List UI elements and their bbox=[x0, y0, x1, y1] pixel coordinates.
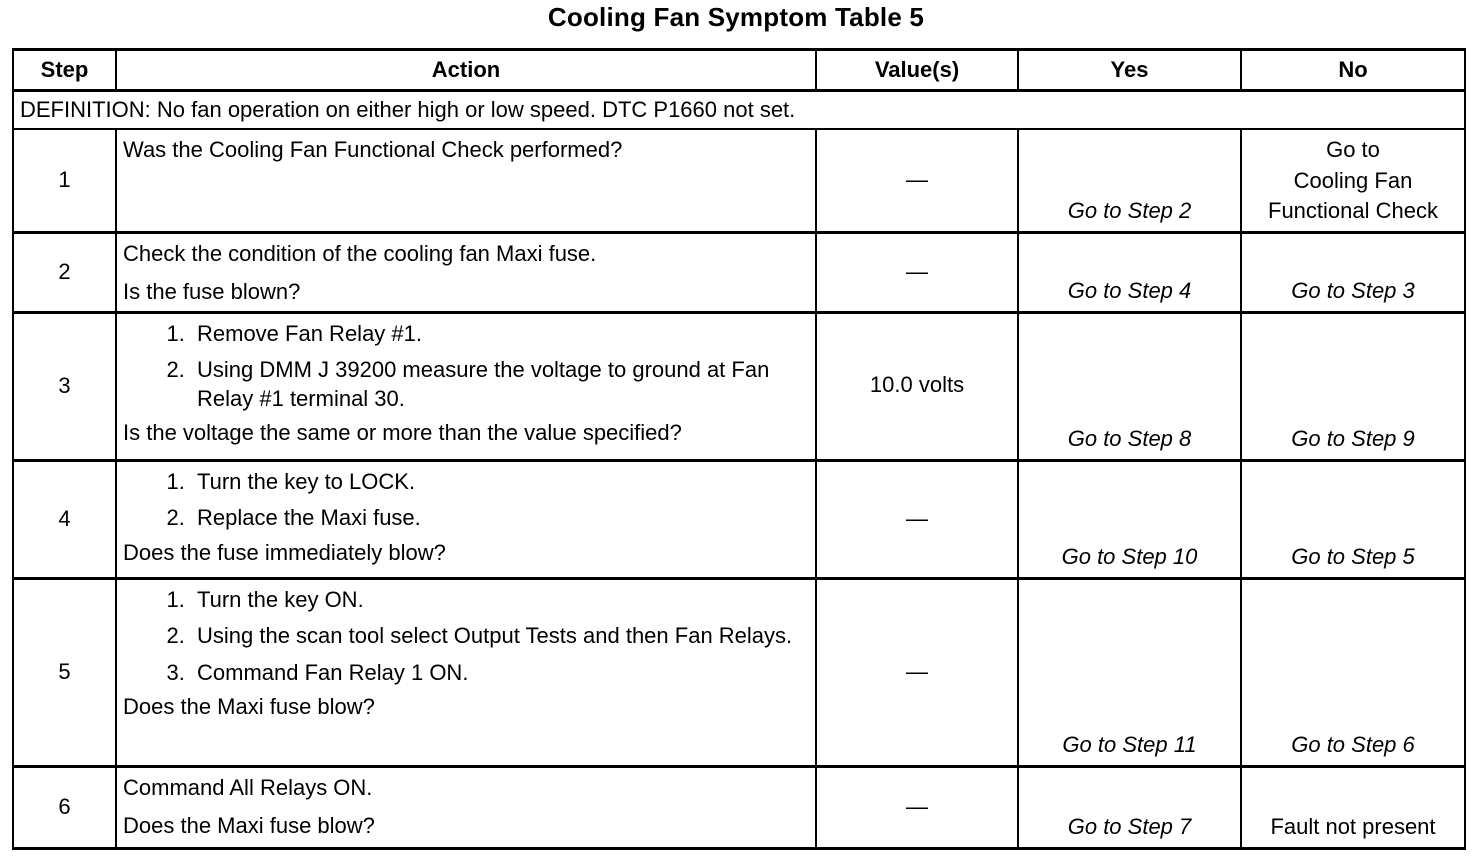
action-question: Does the Maxi fuse blow? bbox=[123, 694, 375, 720]
value-text: 10.0 volts bbox=[869, 371, 965, 397]
value-text: — bbox=[906, 506, 928, 532]
value-text: — bbox=[906, 259, 928, 285]
substep-list bbox=[123, 586, 811, 688]
header-yes: Yes bbox=[1018, 50, 1241, 91]
action-instruction: Check the condition of the cooling fan Maxi fuse. bbox=[123, 240, 597, 266]
no-cell: Go to Step 3 bbox=[1241, 232, 1465, 312]
no-text-line: Functional Check bbox=[1268, 198, 1438, 224]
header-values: Value(s) bbox=[816, 50, 1018, 91]
table-row-step-4 bbox=[13, 460, 1465, 578]
no-text-line: Go to bbox=[1326, 137, 1380, 163]
action-cell bbox=[116, 129, 816, 232]
value-text: — bbox=[906, 659, 928, 685]
substep-list bbox=[123, 468, 811, 533]
yes-cell: Go to Step 2 bbox=[1018, 129, 1241, 232]
substep-item: 1. Turn the key ON. bbox=[191, 586, 811, 615]
header-no: No bbox=[1241, 50, 1465, 91]
table-row-step-3 bbox=[13, 312, 1465, 460]
value-cell bbox=[816, 766, 1018, 848]
yes-cell: Go to Step 4 bbox=[1018, 232, 1241, 312]
table-row-step-1 bbox=[13, 129, 1465, 232]
definition-row bbox=[13, 91, 1465, 130]
yes-cell: Go to Step 11 bbox=[1018, 578, 1241, 766]
action-question: Was the Cooling Fan Functional Check performed? bbox=[123, 137, 623, 162]
value-cell bbox=[816, 129, 1018, 232]
table-row-step-2 bbox=[13, 232, 1465, 312]
header-step: Step bbox=[13, 50, 116, 91]
definition-text: DEFINITION: No fan operation on either high or low speed. DTC P1660 not set. bbox=[13, 91, 1465, 130]
table-row-step-6 bbox=[13, 766, 1465, 848]
page-title: Cooling Fan Symptom Table 5 bbox=[547, 2, 925, 32]
step-number: 5 bbox=[13, 578, 116, 766]
value-cell bbox=[816, 312, 1018, 460]
yes-cell: Go to Step 8 bbox=[1018, 312, 1241, 460]
value-text: — bbox=[906, 167, 928, 193]
substep-item: 2. Replace the Maxi fuse. bbox=[191, 504, 811, 533]
value-cell bbox=[816, 232, 1018, 312]
no-cell: Go to Step 9 bbox=[1241, 312, 1465, 460]
action-question: Does the Maxi fuse blow? bbox=[123, 813, 375, 839]
no-cell: Go to Step 5 bbox=[1241, 460, 1465, 578]
yes-cell: Go to Step 10 bbox=[1018, 460, 1241, 578]
no-cell: Fault not present bbox=[1241, 766, 1465, 848]
action-question: Is the fuse blown? bbox=[123, 279, 301, 305]
symptom-table bbox=[12, 48, 1466, 850]
substep-item: 1. Turn the key to LOCK. bbox=[191, 468, 811, 497]
action-cell bbox=[116, 578, 816, 766]
substep-item: 2. Using DMM J 39200 measure the voltage to ground at Fan Relay #1 terminal 30. bbox=[191, 356, 811, 413]
step-number: 2 bbox=[13, 232, 116, 312]
action-cell bbox=[116, 312, 816, 460]
action-instruction: Command All Relays ON. bbox=[123, 774, 373, 800]
action-cell bbox=[116, 766, 816, 848]
no-text-line: Cooling Fan bbox=[1293, 167, 1413, 193]
substep-item: 2. Using the scan tool select Output Tests and then Fan Relays. bbox=[191, 622, 811, 651]
action-cell bbox=[116, 232, 816, 312]
no-cell bbox=[1241, 129, 1465, 232]
step-number: 3 bbox=[13, 312, 116, 460]
no-cell: Go to Step 6 bbox=[1241, 578, 1465, 766]
substep-item: 3. Command Fan Relay 1 ON. bbox=[191, 659, 811, 688]
value-cell bbox=[816, 578, 1018, 766]
value-text: — bbox=[906, 794, 928, 820]
action-cell bbox=[116, 460, 816, 578]
step-number: 4 bbox=[13, 460, 116, 578]
header-action: Action bbox=[116, 50, 816, 91]
substep-item: 1. Remove Fan Relay #1. bbox=[191, 320, 811, 349]
step-number: 6 bbox=[13, 766, 116, 848]
action-question: Does the fuse immediately blow? bbox=[123, 539, 446, 565]
table-row-step-5 bbox=[13, 578, 1465, 766]
value-cell bbox=[816, 460, 1018, 578]
substep-list bbox=[123, 320, 811, 414]
step-number: 1 bbox=[13, 129, 116, 232]
yes-cell: Go to Step 7 bbox=[1018, 766, 1241, 848]
action-question: Is the voltage the same or more than the value specified? bbox=[123, 420, 682, 446]
header-row bbox=[13, 50, 1465, 91]
